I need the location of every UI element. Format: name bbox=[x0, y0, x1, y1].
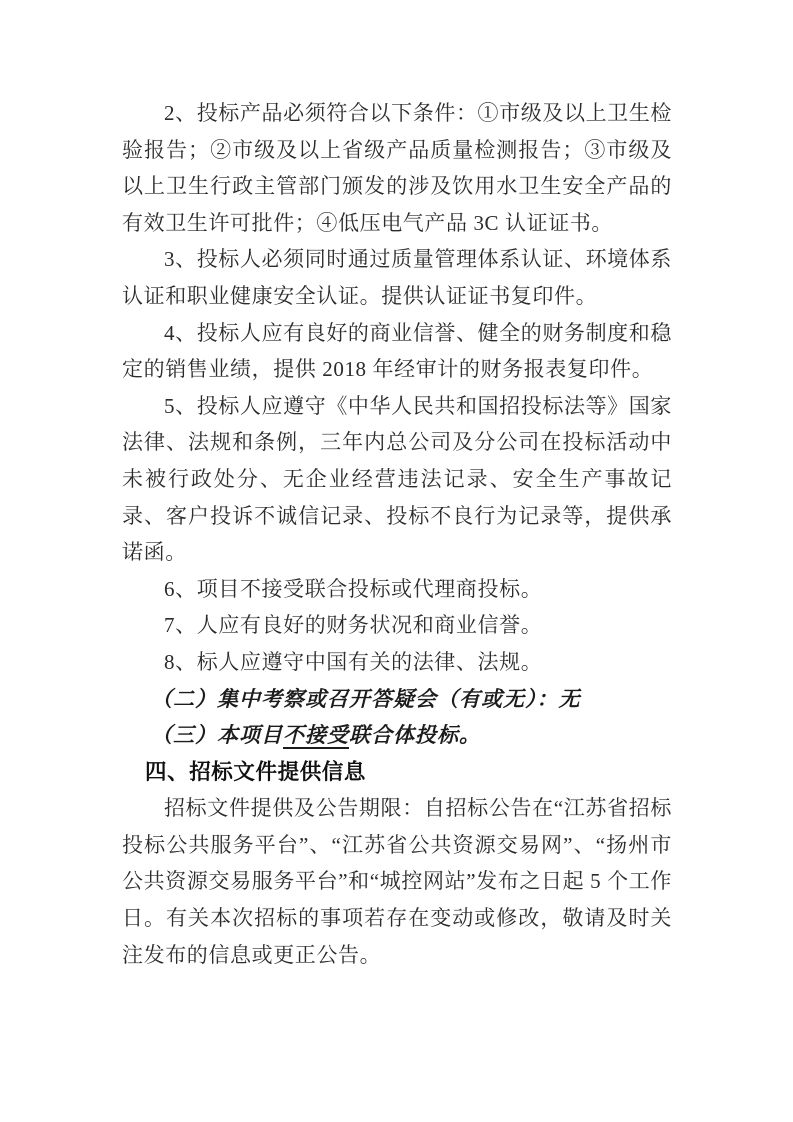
clause-item-7: 7、人应有良好的财务状况和商业信誉。 bbox=[164, 613, 543, 638]
subsection-3-prefix: （三）本项目 bbox=[151, 723, 283, 748]
clause-item-8: 8、标人应遵守中国有关的法律、法规。 bbox=[164, 649, 543, 674]
section-4-heading: 四、招标文件提供信息 bbox=[145, 759, 367, 784]
clause-item-2: 2、投标产品必须符合以下条件：①市级及以上卫生检验报告；②市级及以上省级产品质量检测报告；③市级及以上卫生行政主管部门颁发的涉及饮用水卫生安全产品的有效卫生许可批件；④低压电气产品 3C 认证证书。 bbox=[122, 101, 672, 235]
subsection-3-line bbox=[122, 717, 672, 754]
subsection-3-suffix: 联合体投标。 bbox=[349, 723, 481, 748]
clause-item-6: 6、项目不接受联合投标或代理商投标。 bbox=[164, 576, 543, 601]
subsection-3-underlined-text: 不接受 bbox=[283, 723, 349, 748]
clause-item-4: 4、投标人应有良好的商业信誉、健全的财务制度和稳定的销售业绩，提供 2018 年经审计的财务报表复印件。 bbox=[122, 320, 672, 382]
subsection-2-line: （二）集中考察或召开答疑会（有或无）：无 bbox=[151, 686, 581, 711]
clause-item-3: 3、投标人必须同时通过质量管理体系认证、环境体系认证和职业健康安全认证。提供认证证书复印件。 bbox=[122, 247, 672, 308]
document-body bbox=[122, 95, 672, 973]
notice-paragraph: 招标文件提供及公告期限：自招标公告在“江苏省招标投标公共服务平台”、“江苏省公共资源交易网”、“扬州市公共资源交易服务平台”和“城控网站”发布之日起 5 个工作日。有关本次招标的事项若存在变动或修改，敬请及时关注发布的信息或更正公告。 bbox=[122, 796, 672, 967]
clause-item-5: 5、投标人应遵守《中华人民共和国招投标法等》国家法律、法规和条例，三年内总公司及分公司在投标活动中未被行政处分、无企业经营违法记录、安全生产事故记录、客户投诉不诚信记录、投标不良行为记录等，提供承诺函。 bbox=[122, 393, 672, 565]
